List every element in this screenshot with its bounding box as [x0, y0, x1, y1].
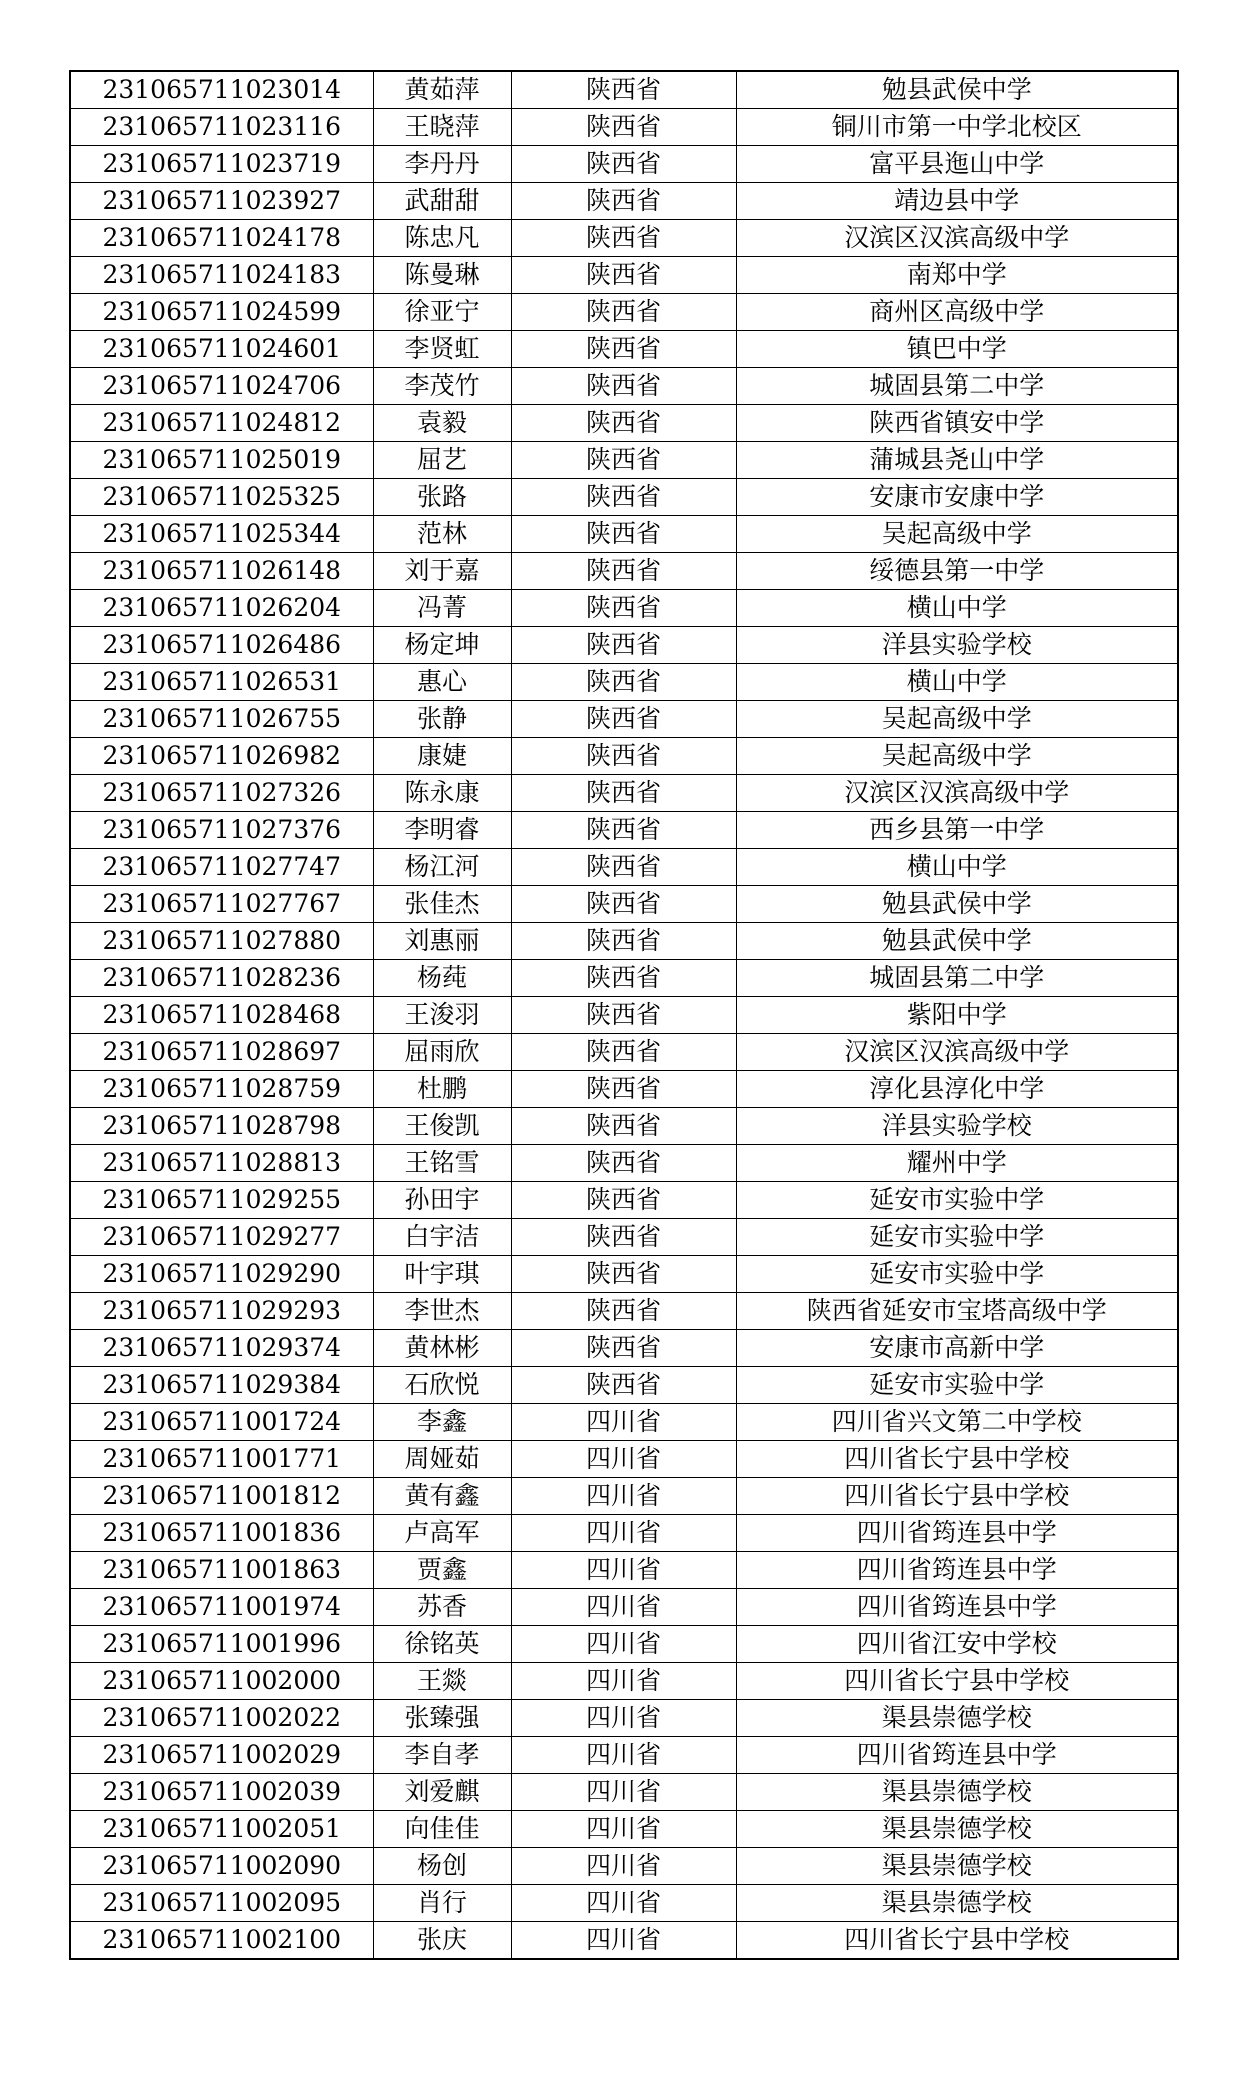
exam-number-cell: 231065711001863 [70, 1552, 373, 1589]
school-cell: 铜川市第一中学北校区 [736, 109, 1178, 146]
student-name-cell: 杨江河 [373, 849, 511, 886]
school-cell: 陕西省镇安中学 [736, 405, 1178, 442]
exam-number-cell: 231065711027326 [70, 775, 373, 812]
exam-number-cell: 231065711001836 [70, 1515, 373, 1552]
table-body [70, 71, 1178, 1959]
exam-number-cell: 231065711001974 [70, 1589, 373, 1626]
table-row [70, 1848, 1178, 1885]
table-row [70, 1071, 1178, 1108]
table-row [70, 1700, 1178, 1737]
table-row [70, 1293, 1178, 1330]
table-row [70, 368, 1178, 405]
school-cell: 城固县第二中学 [736, 368, 1178, 405]
student-name-cell: 张臻强 [373, 1700, 511, 1737]
student-name-cell: 杨创 [373, 1848, 511, 1885]
province-cell: 四川省 [511, 1589, 736, 1626]
school-cell: 四川省筠连县中学 [736, 1552, 1178, 1589]
table-row [70, 1441, 1178, 1478]
school-cell: 汉滨区汉滨高级中学 [736, 775, 1178, 812]
province-cell: 陕西省 [511, 701, 736, 738]
province-cell: 陕西省 [511, 257, 736, 294]
province-cell: 陕西省 [511, 1071, 736, 1108]
student-name-cell: 石欣悦 [373, 1367, 511, 1404]
exam-number-cell: 231065711028468 [70, 997, 373, 1034]
exam-number-cell: 231065711002039 [70, 1774, 373, 1811]
exam-number-cell: 231065711026148 [70, 553, 373, 590]
table-row [70, 1737, 1178, 1774]
student-name-cell: 刘于嘉 [373, 553, 511, 590]
table-row [70, 479, 1178, 516]
province-cell: 四川省 [511, 1515, 736, 1552]
province-cell: 四川省 [511, 1626, 736, 1663]
school-cell: 四川省长宁县中学校 [736, 1478, 1178, 1515]
exam-number-cell: 231065711025325 [70, 479, 373, 516]
school-cell: 商州区高级中学 [736, 294, 1178, 331]
student-name-cell: 王俊凯 [373, 1108, 511, 1145]
province-cell: 陕西省 [511, 664, 736, 701]
province-cell: 陕西省 [511, 849, 736, 886]
school-cell: 安康市安康中学 [736, 479, 1178, 516]
table-row [70, 1626, 1178, 1663]
table-row [70, 1811, 1178, 1848]
table-row [70, 331, 1178, 368]
student-name-cell: 刘爱麒 [373, 1774, 511, 1811]
exam-number-cell: 231065711028697 [70, 1034, 373, 1071]
student-name-cell: 范林 [373, 516, 511, 553]
exam-number-cell: 231065711027767 [70, 886, 373, 923]
exam-number-cell: 231065711025019 [70, 442, 373, 479]
table-row [70, 220, 1178, 257]
student-name-cell: 杨定坤 [373, 627, 511, 664]
province-cell: 四川省 [511, 1737, 736, 1774]
exam-number-cell: 231065711001996 [70, 1626, 373, 1663]
province-cell: 四川省 [511, 1848, 736, 1885]
student-name-cell: 徐亚宁 [373, 294, 511, 331]
school-cell: 渠县崇德学校 [736, 1848, 1178, 1885]
school-cell: 横山中学 [736, 590, 1178, 627]
school-cell: 镇巴中学 [736, 331, 1178, 368]
school-cell: 四川省筠连县中学 [736, 1589, 1178, 1626]
table-row [70, 146, 1178, 183]
province-cell: 陕西省 [511, 775, 736, 812]
school-cell: 渠县崇德学校 [736, 1700, 1178, 1737]
exam-number-cell: 231065711027376 [70, 812, 373, 849]
school-cell: 汉滨区汉滨高级中学 [736, 220, 1178, 257]
exam-number-cell: 231065711028813 [70, 1145, 373, 1182]
province-cell: 四川省 [511, 1441, 736, 1478]
province-cell: 陕西省 [511, 1293, 736, 1330]
table-row [70, 812, 1178, 849]
table-row [70, 257, 1178, 294]
student-name-cell: 屈雨欣 [373, 1034, 511, 1071]
student-list-table [69, 70, 1179, 1960]
province-cell: 陕西省 [511, 1256, 736, 1293]
school-cell: 勉县武侯中学 [736, 886, 1178, 923]
exam-number-cell: 231065711029384 [70, 1367, 373, 1404]
table-row [70, 590, 1178, 627]
student-name-cell: 李鑫 [373, 1404, 511, 1441]
student-name-cell: 叶宇琪 [373, 1256, 511, 1293]
province-cell: 陕西省 [511, 627, 736, 664]
table-row [70, 627, 1178, 664]
table-row [70, 1145, 1178, 1182]
table-row [70, 1478, 1178, 1515]
student-name-cell: 康婕 [373, 738, 511, 775]
exam-number-cell: 231065711026486 [70, 627, 373, 664]
exam-number-cell: 231065711002100 [70, 1922, 373, 1960]
exam-number-cell: 231065711002090 [70, 1848, 373, 1885]
school-cell: 安康市高新中学 [736, 1330, 1178, 1367]
table-row [70, 960, 1178, 997]
province-cell: 陕西省 [511, 886, 736, 923]
exam-number-cell: 231065711027880 [70, 923, 373, 960]
school-cell: 勉县武侯中学 [736, 71, 1178, 109]
school-cell: 吴起高级中学 [736, 701, 1178, 738]
exam-number-cell: 231065711026755 [70, 701, 373, 738]
student-name-cell: 黄林彬 [373, 1330, 511, 1367]
exam-number-cell: 231065711028236 [70, 960, 373, 997]
school-cell: 吴起高级中学 [736, 738, 1178, 775]
exam-number-cell: 231065711002051 [70, 1811, 373, 1848]
table-row [70, 1034, 1178, 1071]
province-cell: 陕西省 [511, 405, 736, 442]
province-cell: 陕西省 [511, 71, 736, 109]
student-name-cell: 冯菁 [373, 590, 511, 627]
province-cell: 四川省 [511, 1700, 736, 1737]
table-row [70, 1663, 1178, 1700]
table-row [70, 1367, 1178, 1404]
student-name-cell: 苏香 [373, 1589, 511, 1626]
student-name-cell: 徐铭英 [373, 1626, 511, 1663]
student-name-cell: 武甜甜 [373, 183, 511, 220]
province-cell: 陕西省 [511, 923, 736, 960]
table-row [70, 1589, 1178, 1626]
student-name-cell: 肖行 [373, 1885, 511, 1922]
student-name-cell: 陈忠凡 [373, 220, 511, 257]
school-cell: 耀州中学 [736, 1145, 1178, 1182]
exam-number-cell: 231065711002029 [70, 1737, 373, 1774]
province-cell: 陕西省 [511, 146, 736, 183]
province-cell: 陕西省 [511, 997, 736, 1034]
exam-number-cell: 231065711029374 [70, 1330, 373, 1367]
province-cell: 四川省 [511, 1552, 736, 1589]
table-row [70, 405, 1178, 442]
table-row [70, 997, 1178, 1034]
school-cell: 四川省长宁县中学校 [736, 1922, 1178, 1960]
school-cell: 渠县崇德学校 [736, 1774, 1178, 1811]
student-name-cell: 黄有鑫 [373, 1478, 511, 1515]
student-name-cell: 屈艺 [373, 442, 511, 479]
table-row [70, 1552, 1178, 1589]
student-name-cell: 李茂竹 [373, 368, 511, 405]
student-name-cell: 惠心 [373, 664, 511, 701]
province-cell: 陕西省 [511, 1330, 736, 1367]
province-cell: 陕西省 [511, 331, 736, 368]
student-name-cell: 陈永康 [373, 775, 511, 812]
table-row [70, 1108, 1178, 1145]
school-cell: 洋县实验学校 [736, 627, 1178, 664]
province-cell: 陕西省 [511, 442, 736, 479]
student-name-cell: 陈曼琳 [373, 257, 511, 294]
school-cell: 淳化县淳化中学 [736, 1071, 1178, 1108]
table-row [70, 442, 1178, 479]
school-cell: 四川省兴文第二中学校 [736, 1404, 1178, 1441]
exam-number-cell: 231065711024706 [70, 368, 373, 405]
exam-number-cell: 231065711027747 [70, 849, 373, 886]
student-name-cell: 王铭雪 [373, 1145, 511, 1182]
student-name-cell: 杜鹏 [373, 1071, 511, 1108]
exam-number-cell: 231065711026204 [70, 590, 373, 627]
student-name-cell: 袁毅 [373, 405, 511, 442]
table-row [70, 109, 1178, 146]
table-row [70, 1885, 1178, 1922]
province-cell: 陕西省 [511, 590, 736, 627]
province-cell: 陕西省 [511, 812, 736, 849]
student-name-cell: 黄茹萍 [373, 71, 511, 109]
student-name-cell: 孙田宇 [373, 1182, 511, 1219]
province-cell: 四川省 [511, 1922, 736, 1960]
school-cell: 勉县武侯中学 [736, 923, 1178, 960]
province-cell: 陕西省 [511, 738, 736, 775]
exam-number-cell: 231065711001724 [70, 1404, 373, 1441]
student-name-cell: 杨莼 [373, 960, 511, 997]
student-name-cell: 卢高军 [373, 1515, 511, 1552]
student-name-cell: 王晓萍 [373, 109, 511, 146]
province-cell: 陕西省 [511, 1219, 736, 1256]
province-cell: 陕西省 [511, 553, 736, 590]
province-cell: 陕西省 [511, 1108, 736, 1145]
province-cell: 陕西省 [511, 960, 736, 997]
school-cell: 洋县实验学校 [736, 1108, 1178, 1145]
table-row [70, 775, 1178, 812]
province-cell: 陕西省 [511, 1034, 736, 1071]
exam-number-cell: 231065711029293 [70, 1293, 373, 1330]
school-cell: 延安市实验中学 [736, 1367, 1178, 1404]
exam-number-cell: 231065711002095 [70, 1885, 373, 1922]
school-cell: 横山中学 [736, 849, 1178, 886]
school-cell: 横山中学 [736, 664, 1178, 701]
province-cell: 四川省 [511, 1885, 736, 1922]
exam-number-cell: 231065711029290 [70, 1256, 373, 1293]
school-cell: 四川省筠连县中学 [736, 1515, 1178, 1552]
school-cell: 富平县迤山中学 [736, 146, 1178, 183]
exam-number-cell: 231065711023719 [70, 146, 373, 183]
table-row [70, 516, 1178, 553]
province-cell: 陕西省 [511, 368, 736, 405]
school-cell: 绥德县第一中学 [736, 553, 1178, 590]
table-row [70, 1404, 1178, 1441]
table-row [70, 701, 1178, 738]
student-name-cell: 贾鑫 [373, 1552, 511, 1589]
student-name-cell: 张佳杰 [373, 886, 511, 923]
table-row [70, 923, 1178, 960]
table-row [70, 183, 1178, 220]
table-row [70, 1182, 1178, 1219]
exam-number-cell: 231065711024183 [70, 257, 373, 294]
school-cell: 延安市实验中学 [736, 1219, 1178, 1256]
student-name-cell: 李贤虹 [373, 331, 511, 368]
province-cell: 陕西省 [511, 1182, 736, 1219]
province-cell: 四川省 [511, 1811, 736, 1848]
exam-number-cell: 231065711001812 [70, 1478, 373, 1515]
exam-number-cell: 231065711024178 [70, 220, 373, 257]
exam-number-cell: 231065711024599 [70, 294, 373, 331]
student-name-cell: 李自孝 [373, 1737, 511, 1774]
school-cell: 陕西省延安市宝塔高级中学 [736, 1293, 1178, 1330]
school-cell: 四川省江安中学校 [736, 1626, 1178, 1663]
school-cell: 南郑中学 [736, 257, 1178, 294]
exam-number-cell: 231065711028798 [70, 1108, 373, 1145]
province-cell: 四川省 [511, 1404, 736, 1441]
student-name-cell: 李明睿 [373, 812, 511, 849]
table-row [70, 1515, 1178, 1552]
table-row [70, 664, 1178, 701]
school-cell: 靖边县中学 [736, 183, 1178, 220]
province-cell: 陕西省 [511, 1367, 736, 1404]
province-cell: 陕西省 [511, 294, 736, 331]
province-cell: 四川省 [511, 1663, 736, 1700]
student-name-cell: 向佳佳 [373, 1811, 511, 1848]
table-row [70, 849, 1178, 886]
student-name-cell: 王浚羽 [373, 997, 511, 1034]
student-name-cell: 白宇洁 [373, 1219, 511, 1256]
school-cell: 延安市实验中学 [736, 1182, 1178, 1219]
province-cell: 陕西省 [511, 109, 736, 146]
school-cell: 延安市实验中学 [736, 1256, 1178, 1293]
province-cell: 陕西省 [511, 1145, 736, 1182]
table-row [70, 886, 1178, 923]
exam-number-cell: 231065711029277 [70, 1219, 373, 1256]
table-row [70, 1774, 1178, 1811]
table-row [70, 1219, 1178, 1256]
exam-number-cell: 231065711023116 [70, 109, 373, 146]
student-name-cell: 张路 [373, 479, 511, 516]
school-cell: 汉滨区汉滨高级中学 [736, 1034, 1178, 1071]
table-row [70, 1922, 1178, 1960]
exam-number-cell: 231065711023927 [70, 183, 373, 220]
exam-number-cell: 231065711026531 [70, 664, 373, 701]
student-name-cell: 周娅茹 [373, 1441, 511, 1478]
table-row [70, 1330, 1178, 1367]
exam-number-cell: 231065711028759 [70, 1071, 373, 1108]
table-row [70, 294, 1178, 331]
table-row [70, 553, 1178, 590]
province-cell: 陕西省 [511, 183, 736, 220]
exam-number-cell: 231065711025344 [70, 516, 373, 553]
exam-number-cell: 231065711002000 [70, 1663, 373, 1700]
exam-number-cell: 231065711024812 [70, 405, 373, 442]
exam-number-cell: 231065711026982 [70, 738, 373, 775]
school-cell: 渠县崇德学校 [736, 1885, 1178, 1922]
school-cell: 城固县第二中学 [736, 960, 1178, 997]
school-cell: 西乡县第一中学 [736, 812, 1178, 849]
exam-number-cell: 231065711024601 [70, 331, 373, 368]
exam-number-cell: 231065711001771 [70, 1441, 373, 1478]
province-cell: 四川省 [511, 1774, 736, 1811]
school-cell: 蒲城县尧山中学 [736, 442, 1178, 479]
school-cell: 渠县崇德学校 [736, 1811, 1178, 1848]
exam-number-cell: 231065711023014 [70, 71, 373, 109]
school-cell: 紫阳中学 [736, 997, 1178, 1034]
school-cell: 四川省筠连县中学 [736, 1737, 1178, 1774]
student-name-cell: 王燚 [373, 1663, 511, 1700]
student-name-cell: 张庆 [373, 1922, 511, 1960]
school-cell: 四川省长宁县中学校 [736, 1663, 1178, 1700]
student-name-cell: 刘惠丽 [373, 923, 511, 960]
exam-number-cell: 231065711002022 [70, 1700, 373, 1737]
province-cell: 陕西省 [511, 479, 736, 516]
student-name-cell: 张静 [373, 701, 511, 738]
student-name-cell: 李丹丹 [373, 146, 511, 183]
table-row [70, 738, 1178, 775]
table-row [70, 71, 1178, 109]
table-row [70, 1256, 1178, 1293]
student-name-cell: 李世杰 [373, 1293, 511, 1330]
province-cell: 四川省 [511, 1478, 736, 1515]
province-cell: 陕西省 [511, 516, 736, 553]
school-cell: 四川省长宁县中学校 [736, 1441, 1178, 1478]
province-cell: 陕西省 [511, 220, 736, 257]
exam-number-cell: 231065711029255 [70, 1182, 373, 1219]
school-cell: 吴起高级中学 [736, 516, 1178, 553]
